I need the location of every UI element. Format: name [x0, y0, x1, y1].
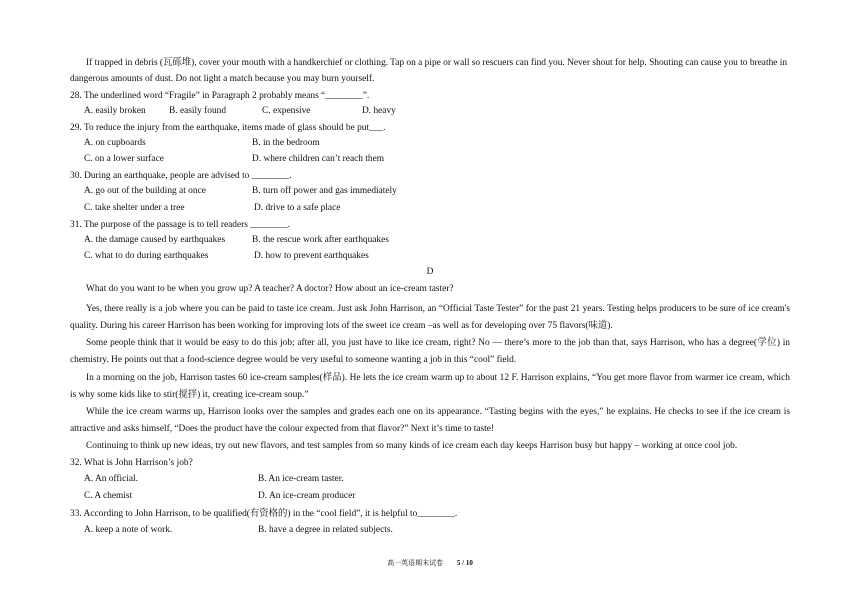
q30-option-c: C. take shelter under a tree [84, 203, 185, 213]
passage-d-line-7: is why some kids like to stir(搅拌) it, creating ice-cream soup.” [70, 390, 309, 400]
passage-d-line-6: In a morning on the job, Harrison tastes 60 ice-cream samples(样品). He lets the ice cream warm up to about 12 F. Harrison explains, “You get more flavor from warmer ice cream, which [86, 373, 790, 383]
q28-option-a: A. easily broken [84, 106, 146, 116]
q32-option-a: A. An official. [84, 474, 138, 484]
passage-d-line-8: While the ice cream warms up, Harrison looks over the samples and grades each one on its appearance. “Tasting begins with the eyes,” he explains. He checks to see if the ice cream is [86, 407, 790, 417]
q31-option-d: D. how to prevent earthquakes [254, 251, 369, 261]
passage-d-line-9: attractive and asks himself, “Does the product have the colour expected from that flavor?” Next it’s time to taste! [70, 424, 495, 434]
q29-option-d: D. where children can’t reach them [252, 154, 385, 164]
q28-option-c: C. expensive [262, 106, 311, 116]
q33-option-b: B. have a degree in related subjects. [258, 525, 393, 535]
question-30-stem: 30. During an earthquake, people are advised to ________. [70, 171, 292, 181]
q29-option-b: B. in the bedroom [252, 138, 320, 148]
passage-d-line-5: chemistry. He points out that a food-science degree would be very useful to someone wanting a job in this “cool” field. [70, 355, 517, 365]
q31-option-c: C. what to do during earthquakes [84, 251, 209, 261]
q28-option-b: B. easily found [169, 106, 227, 116]
question-33-stem: 33. According to John Harrison, to be qualified(有资格的) in the “cool field”, it is helpful to________. [70, 509, 458, 519]
q33-option-a: A. keep a note of work. [84, 525, 173, 535]
question-31-stem: 31. The purpose of the passage is to tell readers ________. [70, 220, 291, 230]
section-d-label: D [426, 267, 434, 277]
q30-option-b: B. turn off power and gas immediately [252, 186, 397, 196]
passage-d-line-2: Yes, there really is a job where you can be paid to taste ice cream. Just ask John Harrison, an “Official Taste Tester” for the past 21 years. Testing helps producers to be sure of ice cream's [86, 304, 790, 314]
q31-option-a: A. the damage caused by earthquakes [84, 235, 226, 245]
passage-d-line-4: Some people think that it would be easy to do this job; after all, you just have to like ice cream, right? No — there’s more to the job than that, says Harrison, who has a degree(学位) in [86, 338, 790, 348]
q29-option-c: C. on a lower surface [84, 154, 164, 164]
q29-option-a: A. on cupboards [84, 138, 146, 148]
passage-d-line-1: What do you want to be when you grow up? A teacher? A doctor? How about an ice-cream taster? [86, 284, 454, 294]
paragraph-trapped-line-2: dangerous amounts of dust. Do not light a match because you may burn yourself. [70, 74, 375, 84]
q31-option-b: B. the rescue work after earthquakes [252, 235, 389, 245]
passage-d-line-10: Continuing to think up new ideas, try out new flavors, and test samples from so many kinds of ice cream each day keeps Harrison busy but happy – working at once cool job. [86, 441, 738, 451]
question-32-stem: 32. What is John Harrison’s job? [70, 458, 193, 468]
q28-option-d: D. heavy [362, 106, 396, 116]
q30-option-d: D. drive to a safe place [254, 203, 341, 213]
paragraph-trapped-line-1: If trapped in debris (瓦砾堆), cover your mouth with a handkerchief or clothing. Tap on a pipe or wall so rescuers can find you. Never shout for help. Shouting can cause you to breathe in [86, 58, 788, 68]
footer-page-number: 5 / 10 [456, 559, 473, 567]
footer-exam-title: 高一英语期末试卷 [387, 559, 444, 567]
question-28-stem: 28. The underlined word “Fragile” in Paragraph 2 probably means “________”. [70, 91, 370, 101]
q32-option-d: D. An ice-cream producer [258, 491, 356, 501]
q32-option-c: C. A chemist [84, 491, 133, 501]
q32-option-b: B. An ice-cream taster. [258, 474, 344, 484]
page-footer [0, 558, 860, 568]
question-29-stem: 29. To reduce the injury from the earthquake, items made of glass should be put___. [70, 123, 386, 133]
q30-option-a: A. go out of the building at once [84, 186, 206, 196]
passage-d-line-3: quality. During his career Harrison has been working for improving lots of the sweet ice cream –as well as for developing over 75 flavors(味道). [70, 321, 613, 331]
